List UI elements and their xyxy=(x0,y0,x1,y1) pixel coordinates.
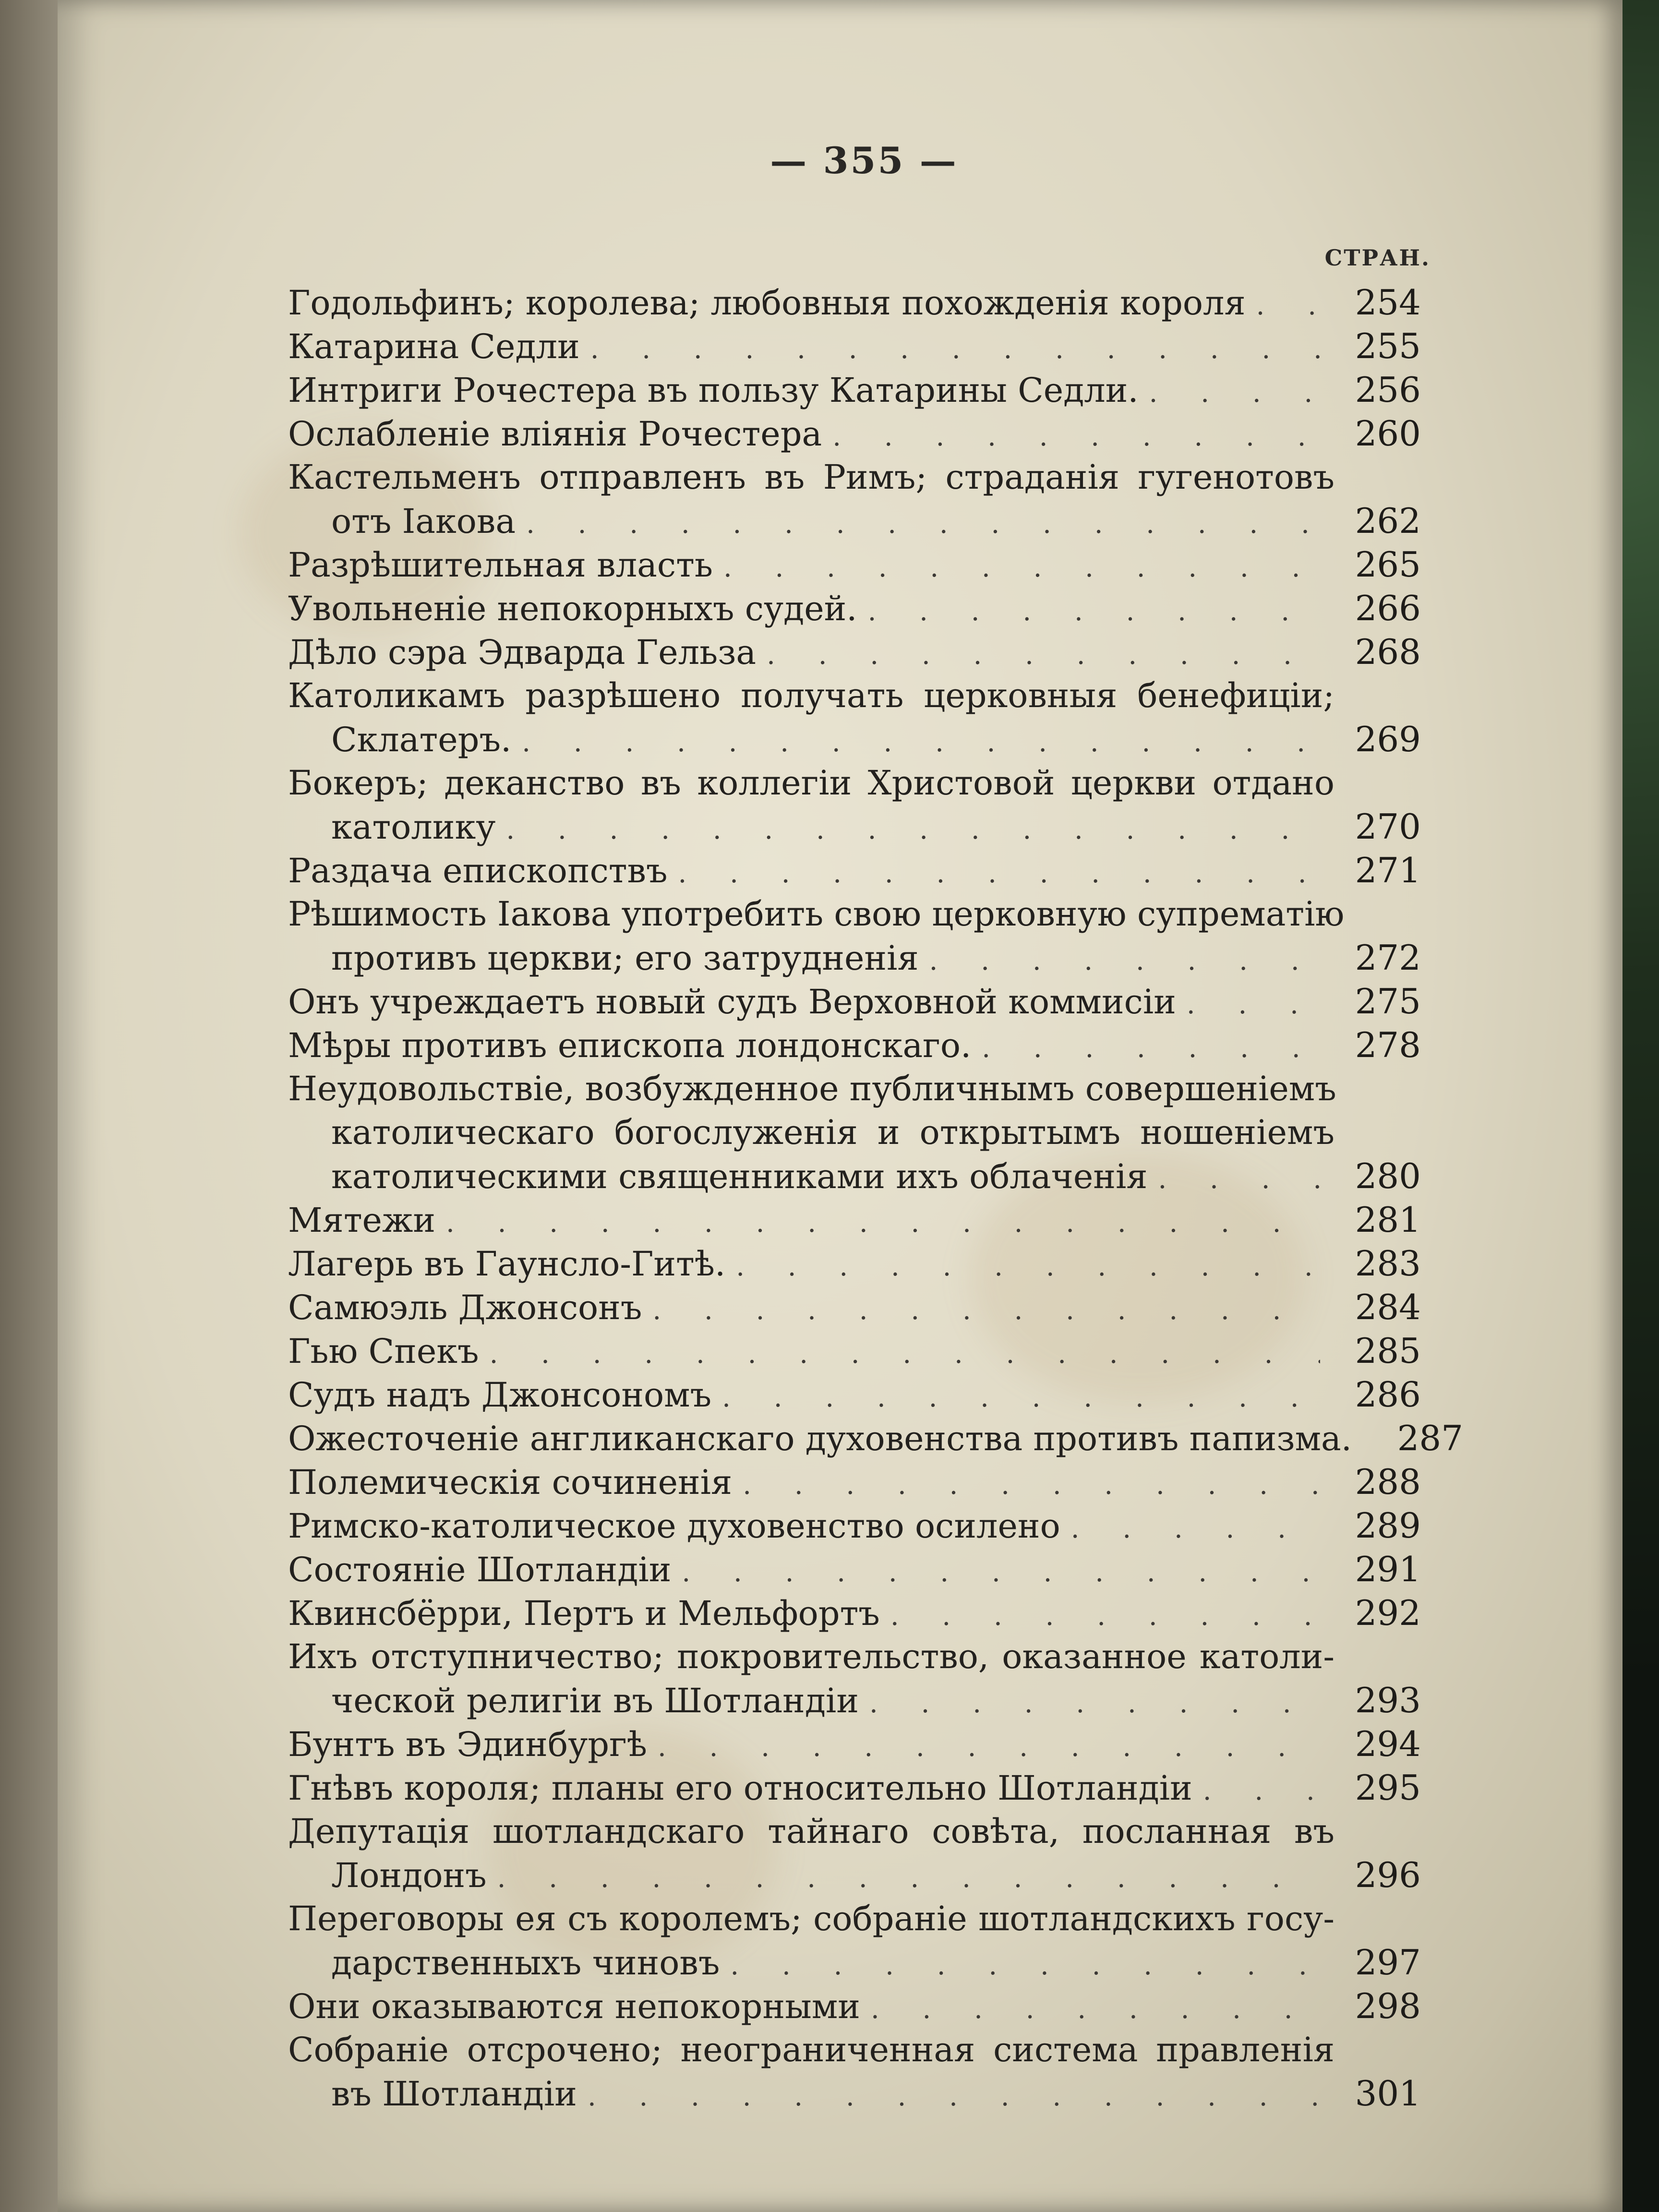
toc-page-number: 275 xyxy=(1355,981,1421,1022)
toc-entry-title: Разрѣшительная власть xyxy=(288,545,713,585)
toc-entry-line xyxy=(288,1591,1421,1635)
toc-entry xyxy=(288,980,1421,1023)
dot-leader xyxy=(832,415,1320,458)
dot-leader xyxy=(982,1026,1320,1070)
dot-leader xyxy=(652,1288,1320,1332)
toc-page-number: 301 xyxy=(1355,2073,1421,2114)
dot-leader xyxy=(871,1987,1320,2031)
table-of-contents xyxy=(288,281,1464,2116)
toc-entry xyxy=(288,456,1421,543)
toc-entry-line xyxy=(288,281,1421,325)
toc-entry-line xyxy=(288,412,1421,456)
toc-entry-title: Полемическія сочиненія xyxy=(288,1463,733,1502)
toc-entry-title: католическаго богослуженія и открытымъ ношеніемъ xyxy=(331,1113,1334,1152)
toc-page-number: 297 xyxy=(1355,1942,1421,1983)
toc-entry-line xyxy=(288,2072,1421,2116)
dot-leader xyxy=(1256,284,1320,327)
toc-entry-title: Лондонъ xyxy=(331,1856,487,1895)
toc-entry xyxy=(288,587,1421,630)
toc-entry-title: Гнѣвъ короля; планы его относительно Шотландіи xyxy=(288,1768,1192,1808)
dot-leader xyxy=(1071,1507,1320,1551)
toc-entry-title: Дѣло сэра Эдварда Гельза xyxy=(288,633,757,672)
toc-entry xyxy=(288,674,1421,761)
dot-leader xyxy=(588,2075,1320,2118)
toc-entry xyxy=(288,1766,1421,1810)
toc-entry-title: Раздача епископствъ xyxy=(288,851,668,890)
dot-leader xyxy=(722,1376,1320,1419)
dot-leader xyxy=(506,808,1320,852)
toc-entry-title: дарственныхъ чиновъ xyxy=(331,1943,720,1983)
toc-entry-title: Они оказываются непокорными xyxy=(288,1987,860,2026)
toc-page-number: 280 xyxy=(1355,1156,1421,1196)
toc-page-number: 289 xyxy=(1355,1505,1421,1546)
toc-entry-line xyxy=(288,849,1421,892)
toc-entry-title: католику xyxy=(331,807,496,847)
toc-page-number: 296 xyxy=(1355,1855,1421,1895)
toc-entry xyxy=(288,1417,1464,1460)
toc-page-number: 294 xyxy=(1355,1724,1421,1764)
dot-leader xyxy=(743,1463,1320,1507)
toc-page-number: 272 xyxy=(1355,938,1421,978)
dot-leader xyxy=(682,1551,1320,1594)
toc-page-number: 260 xyxy=(1355,413,1421,454)
toc-entry-line xyxy=(288,1548,1421,1591)
toc-entry-line xyxy=(288,499,1421,543)
toc-entry-title: Ожесточеніе англиканскаго духовенства противъ папизма. xyxy=(288,1419,1352,1458)
toc-page-number: 292 xyxy=(1355,1593,1421,1633)
toc-page-number: 298 xyxy=(1355,1986,1421,2026)
toc-entry-line xyxy=(288,1417,1464,1460)
toc-page-number: 288 xyxy=(1355,1462,1421,1502)
toc-page-number: 286 xyxy=(1355,1374,1421,1415)
toc-entry-line xyxy=(288,1853,1421,1897)
toc-entry xyxy=(288,1635,1421,1722)
toc-entry-line xyxy=(288,805,1421,849)
toc-entry-title: Состояніе Шотландіи xyxy=(288,1550,672,1589)
toc-entry-title: Квинсбёрри, Пертъ и Мельфортъ xyxy=(288,1594,880,1633)
toc-entry xyxy=(288,368,1421,412)
toc-entry-line xyxy=(288,936,1421,980)
toc-entry-title: Годольфинъ; королева; любовныя похожденія короля xyxy=(288,283,1246,323)
toc-entry-line xyxy=(288,1635,1421,1679)
toc-entry-line xyxy=(288,1679,1421,1722)
dot-leader xyxy=(1203,1769,1320,1813)
toc-entry-line xyxy=(288,587,1421,630)
toc-page-number: 270 xyxy=(1355,806,1421,847)
dot-leader xyxy=(767,633,1320,677)
toc-entry-title: отъ Іакова xyxy=(331,502,516,541)
toc-entry-line xyxy=(288,1023,1421,1067)
toc-entry xyxy=(288,1548,1421,1591)
toc-entry-title: Депутація шотландскаго тайнаго совѣта, посланная въ xyxy=(288,1812,1334,1851)
toc-entry xyxy=(288,412,1421,456)
toc-page-number: 295 xyxy=(1355,1767,1421,1808)
toc-entry xyxy=(288,281,1421,325)
dot-leader xyxy=(526,502,1320,546)
dot-leader xyxy=(490,1332,1320,1376)
toc-entry-title: Рѣшимость Іакова употребить свою церковную супрематію xyxy=(288,894,1345,934)
toc-entry-title: Бокеръ; деканство въ коллегіи Христовой церкви отдано xyxy=(288,763,1334,803)
toc-page-number: 256 xyxy=(1355,370,1421,410)
toc-entry-line xyxy=(288,1897,1421,1941)
toc-entry xyxy=(288,1504,1421,1548)
toc-entry xyxy=(288,1722,1421,1766)
toc-entry xyxy=(288,1897,1421,1984)
dot-leader xyxy=(658,1725,1320,1769)
toc-entry-line xyxy=(288,980,1421,1023)
toc-entry-line xyxy=(288,368,1421,412)
toc-entry-line xyxy=(288,1460,1421,1504)
toc-entry xyxy=(288,1198,1421,1242)
dot-leader xyxy=(522,721,1320,764)
toc-entry-line xyxy=(288,1504,1421,1548)
toc-page-number: 268 xyxy=(1355,632,1421,672)
toc-entry-line xyxy=(288,1067,1421,1111)
toc-page-number: 269 xyxy=(1355,719,1421,759)
toc-entry-title: Собраніе отсрочено; неограниченная система правленія xyxy=(288,2030,1334,2069)
toc-entry-line xyxy=(288,1984,1421,2028)
toc-entry-line xyxy=(288,1373,1421,1417)
toc-entry-title: Ослабленіе вліянія Рочестера xyxy=(288,414,822,454)
toc-entry-line xyxy=(288,325,1421,368)
toc-entry-line xyxy=(288,1198,1421,1242)
toc-entry-title: Кастельменъ отправленъ въ Римъ; страданія гугенотовъ xyxy=(288,457,1334,497)
dot-leader xyxy=(723,546,1320,589)
toc-entry-title: Самюэль Джонсонъ xyxy=(288,1288,642,1327)
dot-leader xyxy=(1158,1157,1320,1201)
toc-entry xyxy=(288,1984,1421,2028)
toc-entry-title: Переговоры ея съ королемъ; собраніе шотландскихъ госу- xyxy=(288,1899,1334,1938)
toc-entry xyxy=(288,1023,1421,1067)
toc-entry-line xyxy=(288,1111,1421,1154)
toc-page-number: 283 xyxy=(1355,1243,1421,1284)
toc-entry xyxy=(288,543,1421,587)
toc-entry xyxy=(288,761,1421,849)
toc-entry-line xyxy=(288,1329,1421,1373)
toc-entry-line xyxy=(288,1286,1421,1329)
toc-entry xyxy=(288,1067,1421,1198)
toc-page-number: 271 xyxy=(1355,850,1421,890)
toc-entry xyxy=(288,1591,1421,1635)
toc-entry-title: Судъ надъ Джонсономъ xyxy=(288,1375,712,1415)
toc-entry-title: Ихъ отступничество; покровительство, оказанное католи- xyxy=(288,1637,1334,1676)
toc-entry-line xyxy=(288,892,1421,936)
toc-entry-title: Неудовольствіе, возбужденное публичнымъ совершеніемъ xyxy=(288,1069,1336,1108)
dot-leader xyxy=(446,1201,1320,1245)
toc-entry-title: Онъ учреждаетъ новый судъ Верховной коммисіи xyxy=(288,982,1176,1022)
toc-entry xyxy=(288,1329,1421,1373)
dot-leader xyxy=(890,1594,1320,1638)
dot-leader xyxy=(929,939,1320,983)
page-number: — 355 — xyxy=(770,139,958,182)
toc-entry xyxy=(288,2028,1421,2116)
toc-entry-line xyxy=(288,630,1421,674)
toc-page-number: 265 xyxy=(1355,544,1421,585)
dot-leader xyxy=(736,1245,1320,1288)
dot-leader xyxy=(590,327,1320,371)
toc-entry-title: противъ церкви; его затрудненія xyxy=(331,938,919,978)
toc-entry xyxy=(288,630,1421,674)
toc-entry-line xyxy=(288,674,1421,718)
toc-entry-line xyxy=(288,761,1421,805)
toc-entry-line xyxy=(288,1810,1421,1853)
toc-entry-title: Бунтъ въ Эдинбургѣ xyxy=(288,1725,647,1764)
toc-entry xyxy=(288,1242,1421,1286)
toc-entry-line xyxy=(288,1941,1421,1984)
dot-leader xyxy=(1149,371,1320,415)
toc-entry-title: Лагерь въ Гаунсло-Гитѣ. xyxy=(288,1244,726,1284)
toc-page-number: 266 xyxy=(1355,588,1421,628)
toc-entry xyxy=(288,849,1421,892)
toc-entry-line xyxy=(288,543,1421,587)
toc-entry-title: Катарина Седли xyxy=(288,327,580,366)
toc-page-number: 281 xyxy=(1355,1200,1421,1240)
toc-page-number: 285 xyxy=(1355,1331,1421,1371)
toc-entry-title: Увольненіе непокорныхъ судей. xyxy=(288,589,857,628)
toc-page-number: 255 xyxy=(1355,326,1421,366)
toc-entry xyxy=(288,1460,1421,1504)
toc-entry xyxy=(288,325,1421,368)
toc-entry-title: Гью Спекъ xyxy=(288,1332,479,1371)
toc-page-number: 293 xyxy=(1355,1680,1421,1720)
toc-entry xyxy=(288,1810,1421,1897)
toc-entry-title: Католикамъ разрѣшено получать церковныя бенефиціи; xyxy=(288,676,1334,715)
toc-entry-title: католическими священниками ихъ облаченія xyxy=(331,1157,1148,1196)
toc-page-number: 254 xyxy=(1355,282,1421,323)
toc-entry-line xyxy=(288,1766,1421,1810)
toc-entry-line xyxy=(288,1242,1421,1286)
toc-entry-line xyxy=(288,456,1421,499)
toc-entry-title: въ Шотландіи xyxy=(331,2074,577,2114)
toc-page-number: 291 xyxy=(1355,1549,1421,1589)
toc-page-number: 262 xyxy=(1355,501,1421,541)
toc-entry-title: Склатеръ. xyxy=(331,720,512,759)
toc-page-number: 284 xyxy=(1355,1287,1421,1327)
toc-entry-line xyxy=(288,2028,1421,2072)
toc-entry-title: Мѣры противъ епископа лондонскаго. xyxy=(288,1026,972,1065)
toc-entry xyxy=(288,892,1421,980)
toc-page-number: 278 xyxy=(1355,1025,1421,1065)
toc-entry-line xyxy=(288,1154,1421,1198)
toc-page-number: 287 xyxy=(1397,1418,1464,1458)
dot-leader xyxy=(497,1856,1320,1900)
page-column-label: СТРАН. xyxy=(1324,245,1431,271)
toc-entry-line xyxy=(288,718,1421,761)
dot-leader xyxy=(730,1944,1320,1987)
toc-entry-title: Римско-католическое духовенство осилено xyxy=(288,1506,1060,1546)
dot-leader xyxy=(678,852,1320,895)
dot-leader xyxy=(869,1682,1320,1725)
toc-entry-title: Интриги Рочестера въ пользу Катарины Седли. xyxy=(288,371,1139,410)
toc-entry xyxy=(288,1286,1421,1329)
dot-leader xyxy=(1187,983,1320,1026)
toc-entry-title: Мятежи xyxy=(288,1201,436,1240)
toc-entry-title: ческой религіи въ Шотландіи xyxy=(331,1681,859,1720)
dot-leader xyxy=(868,589,1320,633)
toc-entry xyxy=(288,1373,1421,1417)
toc-entry-line xyxy=(288,1722,1421,1766)
